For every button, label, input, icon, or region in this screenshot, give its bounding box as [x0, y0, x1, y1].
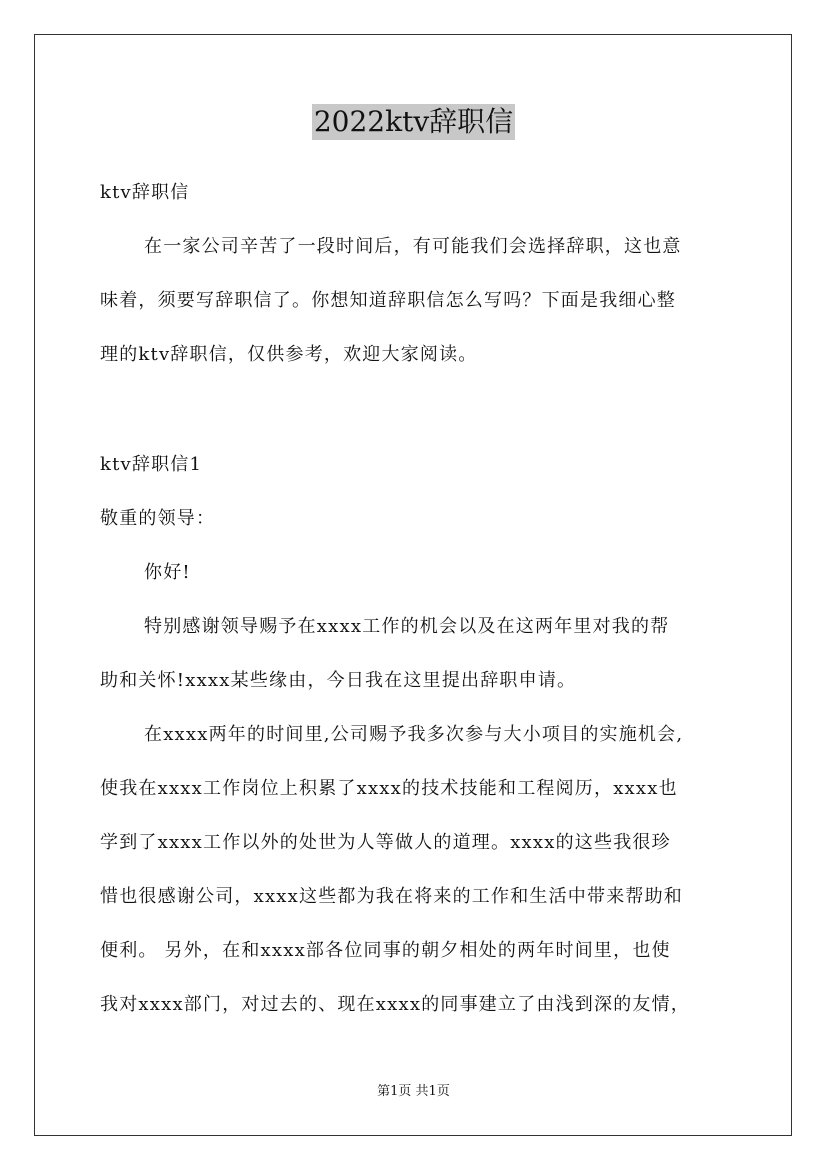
- paragraph-line: 在xxxx两年的时间里,公司赐予我多次参与大小项目的实施机会,: [144, 724, 684, 745]
- document-title: 2022ktv辞职信: [313, 105, 514, 138]
- title-container: [0, 104, 827, 140]
- section-heading: ktv辞职信1: [100, 454, 203, 475]
- salutation: 敬重的领导：: [100, 508, 216, 529]
- paragraph-line: 助和关怀!xxxx某些缘由，今日我在这里提出辞职申请。: [100, 670, 577, 691]
- paragraph-line: 使我在xxxx工作岗位上积累了xxxx的技术技能和工程阅历，xxxx也: [100, 778, 678, 799]
- paragraph-line: 惜也很感谢公司，xxxx这些都为我在将来的工作和生活中带来帮助和: [100, 886, 684, 907]
- paragraph-line: 便利。 另外，在和xxxx部各位同事的朝夕相处的两年时间里，也使: [100, 940, 671, 961]
- paragraph-line: 理的ktv辞职信，仅供参考，欢迎大家阅读。: [100, 344, 478, 365]
- page-footer: 第1页 共1页: [377, 1084, 450, 1099]
- paragraph-line: 在一家公司辛苦了一段时间后，有可能我们会选择辞职，这也意: [144, 236, 682, 257]
- paragraph-line: 学到了xxxx工作以外的处世为人等做人的道理。xxxx的这些我很珍: [100, 832, 671, 853]
- paragraph-line: 我对xxxx部门，对过去的、现在xxxx的同事建立了由浅到深的友情，: [100, 994, 691, 1015]
- section-heading: ktv辞职信: [100, 182, 190, 203]
- greeting: 你好!: [144, 562, 191, 583]
- paragraph-line: 特别感谢领导赐予在xxxx工作的机会以及在这两年里对我的帮: [144, 616, 670, 637]
- paragraph-line: 味着，须要写辞职信了。你想知道辞职信怎么写吗？下面是我细心整: [100, 290, 676, 311]
